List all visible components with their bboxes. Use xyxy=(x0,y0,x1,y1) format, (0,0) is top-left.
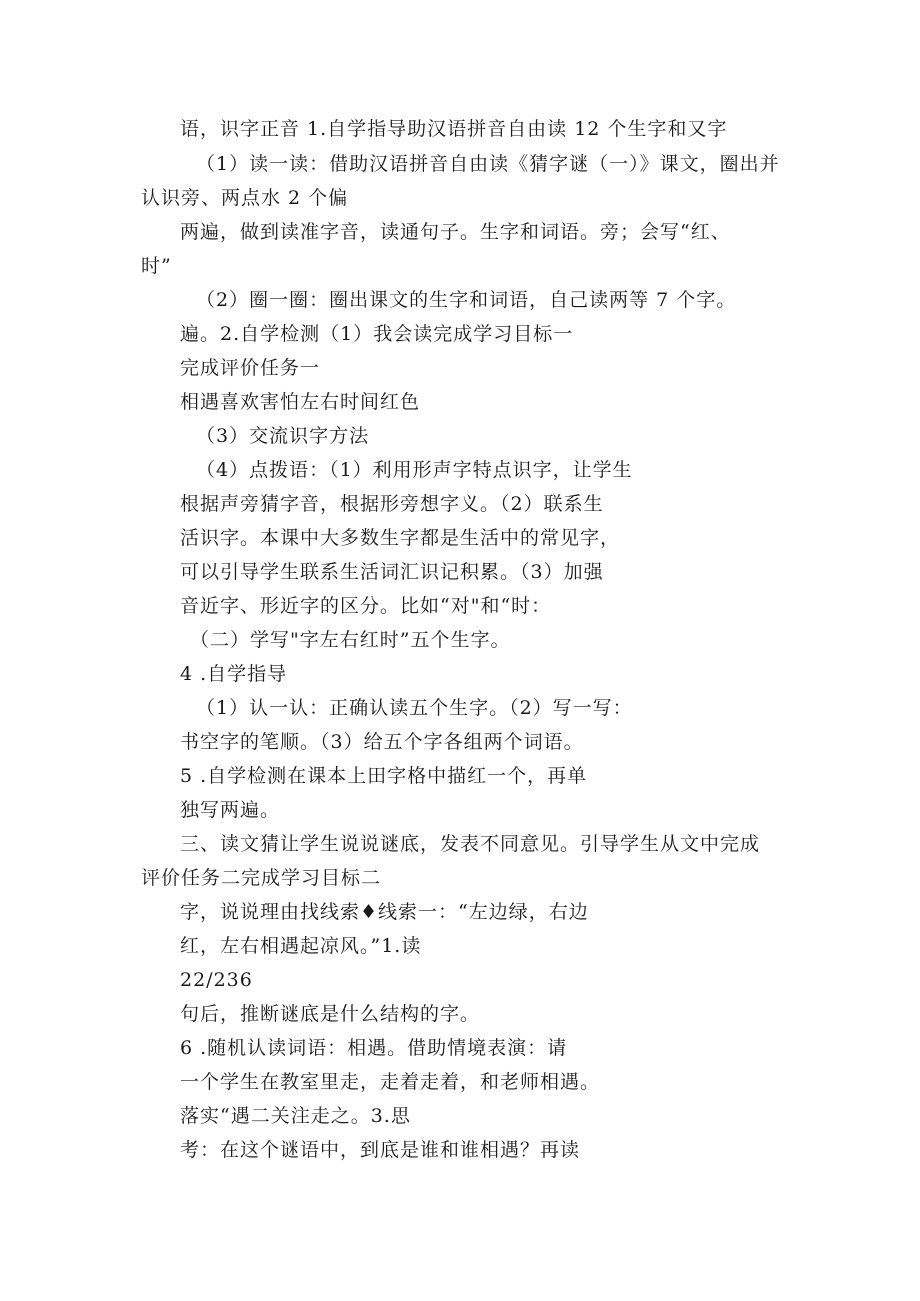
text-line-6: （2）圈一圈：圈出课文的生字和词语，自己读两等 7 个字。 xyxy=(196,289,737,311)
text-line-21: 独写两遍。 xyxy=(180,799,281,821)
page-number: 22/236 xyxy=(180,969,253,991)
text-line-28: 6 .随机认读词语：相遇。借助情境表演：请 xyxy=(180,1037,568,1059)
text-line-23: 评价任务二完成学习目标二 xyxy=(141,867,382,889)
text-line-19: 书空字的笔顺。（3）给五个字各组两个词语。 xyxy=(180,731,584,753)
text-line-12: 根据声旁猜字音，根据形旁想字义。（2）联系生 xyxy=(180,493,604,515)
text-line-17: 4 .自学指导 xyxy=(180,663,288,685)
text-line-20: 5 .自学检测在课本上田字格中描红一个，再单 xyxy=(180,765,588,787)
text-line-2: （1）读一读：借助汉语拼音自由读《猜字谜（一）》课文，圈出并 xyxy=(196,153,780,175)
text-line-14: 可以引导学生联系生活词汇识记积累。（3）加强 xyxy=(180,561,604,583)
text-line-25: 红，左右相遇起凉风。”1.读 xyxy=(180,935,422,957)
text-line-27: 句后，推断谜底是什么结构的字。 xyxy=(180,1003,481,1025)
text-line-11: （4）点拨语：（1）利用形声字特点识字，让学生 xyxy=(196,459,633,481)
text-line-29: 一个学生在教室里走，走着走着，和老师相遇。 xyxy=(180,1071,601,1093)
text-line-22: 三、读文猜让学生说说谜底，发表不同意见。引导学生从文中完成 xyxy=(180,833,761,855)
text-line-9: 相遇喜欢害怕左右时间红色 xyxy=(180,391,421,413)
text-line-13: 活识字。本课中大多数生字都是生活中的常见字， xyxy=(180,527,621,549)
text-line-10: （3）交流识字方法 xyxy=(196,425,370,447)
text-line-1: 语，识字正音 1.自学指导助汉语拼音自由读 12 个生字和又字 xyxy=(180,118,728,140)
text-line-16: （二）学写"字左右红时”五个生字。 xyxy=(190,629,511,651)
text-line-7: 遍。2.自学检测（1）我会读完成学习目标一 xyxy=(180,323,574,345)
text-line-24: 字，说说理由找线索♦线索一：“左边绿，右边 xyxy=(180,901,589,923)
text-line-4: 两遍，做到读准字音，读通句子。生字和词语。旁；会写“红、 xyxy=(180,221,731,243)
text-line-31: 考：在这个谜语中，到底是谁和谁相遇？再读 xyxy=(180,1139,581,1161)
text-line-3: 认识旁、两点水 2 个偏 xyxy=(141,187,349,209)
text-line-30: 落实“遇二关注走之。3.思 xyxy=(180,1105,411,1127)
text-line-5: 时” xyxy=(141,255,172,277)
text-line-15: 音近字、形近字的区分。比如“对"和“时： xyxy=(180,595,552,617)
text-line-8: 完成评价任务一 xyxy=(180,357,321,379)
text-line-18: （1）认一认：正确认读五个生字。（2）写一写： xyxy=(196,697,633,719)
